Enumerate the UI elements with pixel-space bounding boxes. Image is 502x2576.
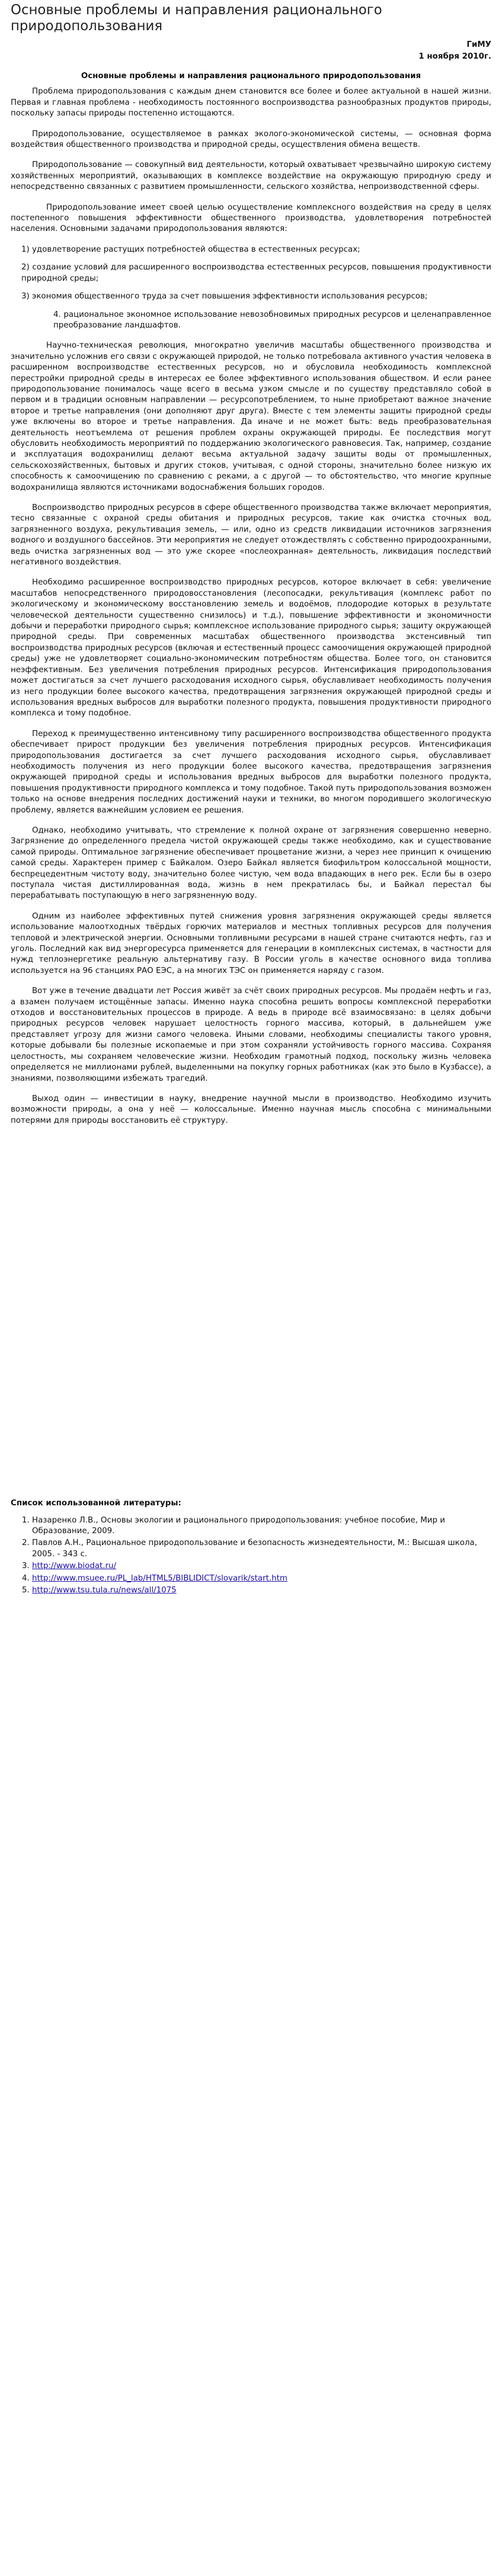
article-subtitle: Основные проблемы и направления рационального природопользования bbox=[81, 72, 421, 81]
list-item: 4. рациональное экономное использование невозобновимых природных ресурсов и целенаправленное преобразование ландшафтов. bbox=[53, 310, 491, 330]
page-title: Основные проблемы и направления рационального природопользования bbox=[11, 2, 382, 34]
tasks-list bbox=[11, 245, 491, 331]
author: ГиМУ bbox=[466, 40, 491, 49]
paragraph: Одним из наиболее эффективных путей снижения уровня загрязнения окружающей среды является использование малоотходных твёрдых горючих материалов и местных топливных ресурсов для получения тепловой и электрической энергии. Основными топливными ресурсами в нашей стране считаются нефть, газ и уголь. Последний как вид энергоресурса применяется для генерации в комплексных системах, в частности для нужд теплоэнергетике реальную альтернативу газу. В России уголь в качестве основного вида топлива используется на 96 станциях РАО ЕЭС, а на многих ТЭС он применяется наряду с газом. bbox=[11, 911, 491, 975]
paragraph: Природопользование — совокупный вид деятельности, который охватывает чрезвычайно широкую систему хозяйственных мероприятий, оказывающих в комплексе воздействие на окружающую природную среду и непосредственно связанных с развитием промышленности, сельского хозяйства, непроизводственной сферы. bbox=[11, 160, 491, 192]
reference-item: 2. Павлов А.Н., Рациональное природопользование и безопасность жизнедеятельности, М.: Высшая школа, 2005. - 343 с. bbox=[32, 1538, 491, 1560]
reference-link[interactable]: http://www.tsu.tula.ru/news/all/1075 bbox=[32, 1585, 177, 1595]
list-item: 1) удовлетворение растущих потребностей общества в естественных ресурсах; bbox=[21, 245, 360, 254]
list-item: 2) создание условий для расширенного воспроизводства естественных ресурсов, повышения продуктивности природной среды; bbox=[21, 263, 491, 283]
reference-link[interactable]: http://www.msuee.ru/PL_lab/HTML5/BIBLIDICT/slovarik/start.htm bbox=[32, 1573, 287, 1583]
paragraph: Переход к преимущественно интенсивному типу расширенного воспроизводства общественного продукта обеспечивает прирост продукции без увеличения потребления природных ресурсов. Интенсификация природопользования достигается за счет лучшего расходования исходного сырья, обуславливает необходимость получения из него продукции более высокого качества, предотвращения загрязнения окружающей природной среды и использования вредных выбросов для выработки полезного продукта, повышения продуктивности природного комплекса и тому подобное. Такой путь природопользования возможен только на основе внедрения последних достижений науки и техники, во многом породившего экологическую проблему, является важнейшим условием ее решения. bbox=[11, 729, 491, 815]
reference-item bbox=[32, 1561, 491, 1572]
reference-link[interactable]: http://www.biodat.ru/ bbox=[32, 1562, 117, 1571]
blank-space bbox=[11, 1136, 491, 1498]
paragraph: Однако, необходимо учитывать, что стремление к полной охране от загрязнения совершенно неверно. Загрязнение до определенного предела чистой окружающей среды также необходимо, как и существование самой природы. Оптимальное загрязнение обеспечивает процветание жизни, а через нее принцип к очищению самой среды. Характерен пример с Байкалом. Озеро Байкал является биофильтром колоссальной мощности, беспрецедентным чистоту воду, значительно более чистую, чем вода впадающих в него рек. Если бы в озеро поступала чистая дистиллированная вода, жизнь в нем прекратилась бы, и Байкал перестал бы перерабатывать поступающую в него загрязненную воду. bbox=[11, 826, 491, 901]
paragraph: Природопользование имеет своей целью осуществление комплексного воздействия на среду в целях постепенного повышения эффективности общественного производства, удовлетворения потребностей населения. Основными задачами природопользования являются: bbox=[11, 203, 491, 234]
paragraph: Выход один — инвестиции в науку, внедрение научной мысли в производство. Необходимо изучить возможности природы, а она у неё — колоссальные. Именно научная мысль способна с минимальными потерями для природы восстановить её структуру. bbox=[11, 1094, 491, 1125]
reference-item: 1. Назаренко Л.В., Основы экологии и рационального природопользования: учебное пособие, Мир и Образование, 2009. bbox=[32, 1515, 491, 1537]
references-title: Список использованной литературы: bbox=[11, 1499, 181, 1508]
paragraph: Проблема природопользования с каждым днем становится все более и более актуальной в нашей жизни. Первая и главная проблема - необходимость постоянного воспроизводства разнообразных продуктов природы, поскольку запасы природы постепенно истощаются. bbox=[11, 87, 491, 118]
paragraph: Вот уже в течение двадцати лет Россия живёт за счёт своих природных ресурсов. Мы продаём нефть и газ, а взамен получаем истощённые запасы. Именно наука способна решить вопросы комплексной переработки отходов и восстановительных процессов в природе. А ведь в природе всё взаимосвязано: в целях добычи природных ресурсов человек нарушает целостность горного массива, который, в дальнейшем уже представляет угрозу для жизни самого человека. Иными словами, необходимы специалисты такого уровня, которые добывали бы полезные ископаемые и при этом сохраняли устойчивость горного массива. Сохраняя целостность, мы сохраняем человеческие жизни. Необходим грамотный подход, поскольку жизнь человека определяется не миллионами рублей, выделенными на покупку горных работниках (как это было в Кузбассе), а знаниями, позволяющими избежать трагедий. bbox=[11, 987, 491, 1083]
paragraph: Научно-техническая революция, многократно увеличив масштабы общественного производства и значительно усложнив его связи с окружающей природой, не только потребовала активного участия человека в расширенном воспроизводстве естественных ресурсов, но и обусловила необходимость комплексной перестройки природной среды в интересах ее более эффективного использования обществом. И если ранее природопользование понималось чаще всего в весьма узком смысле и по существу представляло собой в первом и в традиции основным направлении — ресурсопотреблением, то ныне приобретают важное значение второе и третье направления (они дополняют друг друга). Вместе с тем элементы защиты природной среды уже включены во второе и третье направления. Да иначе и не может быть: ведь преобразовательная деятельность неотъемлема от решения проблем охраны окружающей природы. Ее последствия могут обусловить необходимость мероприятий по поддержанию экологического равновесия. Так, например, создание и эксплуатация водохранилищ делают весьма актуальной задачу защиты воды от промышленных, сельскохозяйственных, бытовых и других стоков, учитывая, с одной стороны, значительно более низкую их способность к самоочищению по сравнению с реками, а с другой — то обстоятельство, что многие крупные водохранилища являются источниками водоснабжения больших городов. bbox=[11, 341, 491, 492]
reference-item bbox=[32, 1585, 491, 1596]
date: 1 ноября 2010г. bbox=[418, 52, 491, 61]
paragraph: Природопользование, осуществляемое в рамках эколого-экономической системы, — основная форма воздействия общественного производства и природной среды, осуществления обмена веществ. bbox=[11, 129, 491, 150]
paragraph: Необходимо расширенное воспроизводство природных ресурсов, которое включает в себя: увеличение масштабов непосредственного природовосстановления (лесопосадки, рекультивация (комплекс работ по экологическому и экономическому восстановлению земель и водоёмов, плодородие которых в результате человеческой деятельности существенно снизилось) и т.д.), повышение эффективности и экономичности добычи и переработки природного сырья; комплексное использование природного сырья; защиту окружающей природной среды. При современных масштабах общественного производства экстенсивный тип воспроизводства природных ресурсов (включая и естественный процесс самоочищения окружающей природной среды) уже не удовлетворяет социально-экономическим потребностям общества. Более того, он становится неэффективным. Без увеличения потребления природных ресурсов. Интенсификация природопользования может достигаться за счет лучшего расходования исходного сырья, обуславливает необходимость получения из него продукции более высокого качества, предотвращения загрязнения окружающей природной среды и использования вредных выбросов для выработки полезного продукта, повышения продуктивности природного комплекса и тому подобное. bbox=[11, 578, 491, 718]
paragraph: Воспроизводство природных ресурсов в сфере общественного производства также включает мероприятия, тесно связанные с охраной среды обитания и природных ресурсов, такие как очистка сточных вод, загрязненного воздуха, рекультивация земель, — или, одно из средств ликвидации источников загрязнения водного и воздушного бассейнов. Эти мероприятия не следует отождествлять с собственно природоохранными, ведь очистка загрязненных вод — это уже скорее «послеохранная» деятельность, ликвидация последствий негативного воздействия. bbox=[11, 503, 491, 567]
references-list bbox=[11, 1515, 491, 1597]
list-item: 3) экономия общественного труда за счет повышения эффективности использования ресурсов; bbox=[21, 292, 428, 301]
reference-item bbox=[32, 1573, 491, 1584]
